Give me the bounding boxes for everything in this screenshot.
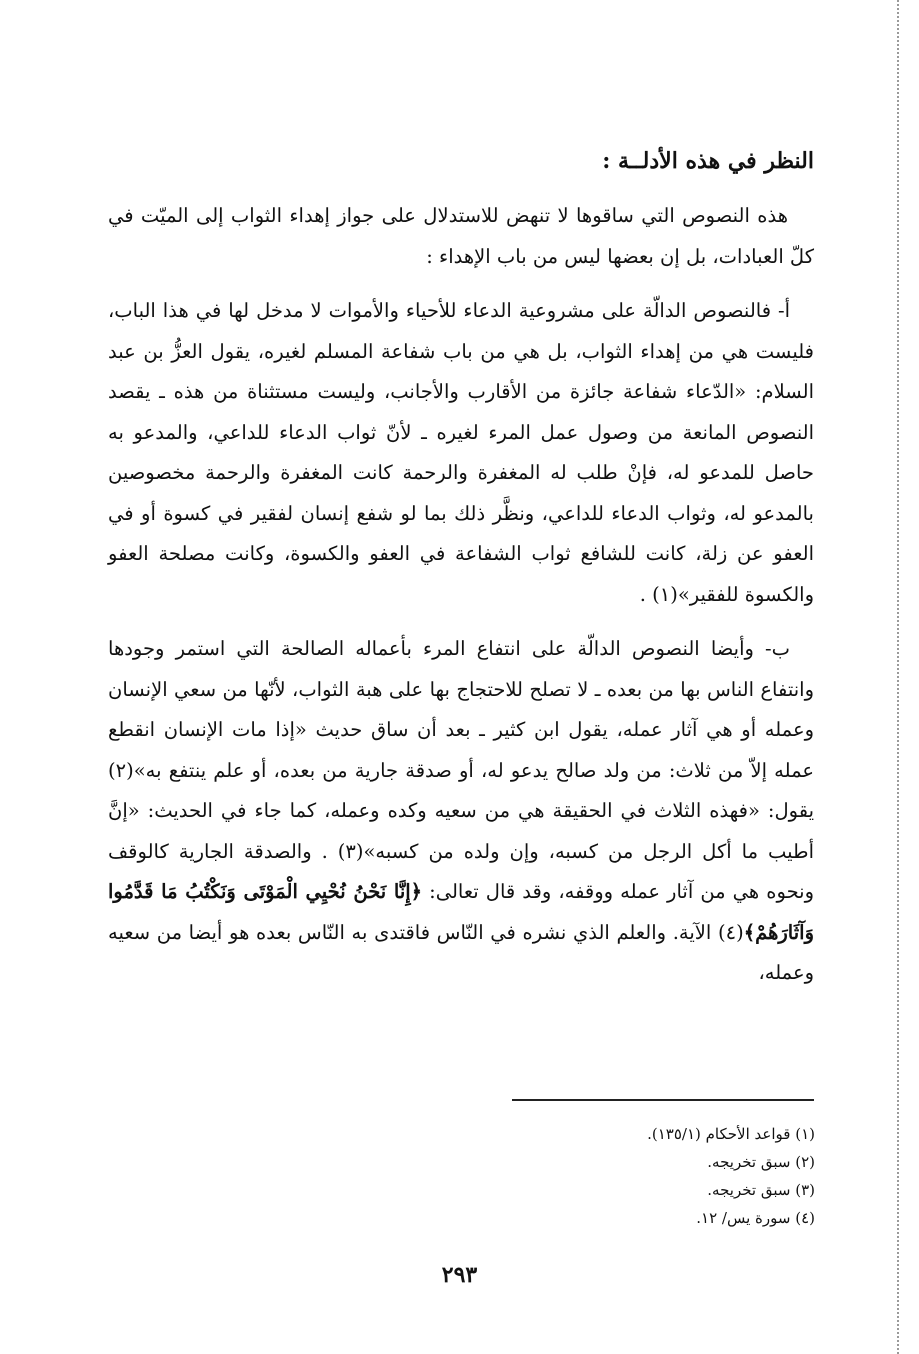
main-text bbox=[108, 138, 814, 1008]
page-number: ٢٩٣ bbox=[441, 1262, 478, 1288]
footnote-divider bbox=[512, 1099, 814, 1101]
footnotes bbox=[415, 1120, 815, 1232]
paragraph-b-text: ب- وأيضا النصوص الدالّة على انتفاع المرء بأعماله الصالحة التي استمر وجودها وانتفاع الناس بها من بعده ـ لا تصلح للاحتجاج بها على هبة الثواب، لأنّها من سعي الإنسان وعمله أو هي آثار عمله، يقول ابن كثير ـ بعد أن ساق حديث «إذا مات الإنسان انقطع عمله إلاّ من ثلاث: من ولد صالح يدعو له، أو صدقة جارية من بعده، أو علم ينتفع به»(٢) يقول: «فهذه الثلاث في الحقيقة هي من سعيه وكده وعمله، كما جاء في الحديث: «إنَّ أطيب ما أكل الرجل من كسبه، وإن ولده من كسبه»(٣) . والصدقة الجارية كالوقف ونحوه هي من آثار عمله ووقفه، وقد قال تعالى: bbox=[108, 637, 814, 903]
footnote-2: (٢) سبق تخريجه. bbox=[707, 1153, 815, 1171]
footnote-1: (١) قواعد الأحكام (١٣٥/١). bbox=[647, 1125, 815, 1143]
paragraph-b-continuation: (٤) الآية. والعلم الذي نشره في النّاس فاقتدى به النّاس بعده هو أيضا من سعيه وعمله، bbox=[108, 920, 814, 984]
quran-verse: ﴿إِنَّا نَحْنُ نُحْيِي الْمَوْتَى وَنَكْتُبُ مَا قَدَّمُوا وَآثَارَهُمْ﴾ bbox=[108, 880, 814, 944]
page-edge-dotted-line bbox=[897, 0, 899, 1354]
paragraph-a: أ- فالنصوص الدالّة على مشروعية الدعاء للأحياء والأموات لا مدخل لها في هذا الباب، فليست هي من إهداء الثواب، بل هي من باب شفاعة المسلم لغيره، يقول العزُّ بن عبد السلام: «الدّعاء شفاعة جائزة من الأقارب والأجانب، وليست مستثناة من هذه ـ يقصد النصوص المانعة من وصول عمل المرء لغيره ـ لأنّ ثواب الدعاء للداعي، والمدعو به حاصل للمدعو له، فإنْ طلب له المغفرة والرحمة كانت المغفرة والرحمة مخصوصين بالمدعو له، وثواب الدعاء للداعي، ونظَّر ذلك بما لو شفع إنسان لفقير في كسوة أو في العفو عن زلة، كانت للشافع ثواب الشفاعة في العفو والكسوة، وكانت مصلحة العفو والكسوة للفقير»(١) . bbox=[108, 299, 814, 606]
footnote-3: (٣) سبق تخريجه. bbox=[707, 1181, 815, 1199]
intro-paragraph: هذه النصوص التي ساقوها لا تنهض للاستدلال على جواز إهداء الثواب إلى الميّت في كلّ العبادات، بل إن بعضها ليس من باب الإهداء : bbox=[108, 204, 814, 268]
footnote-4: (٤) سورة يس/ ١٢. bbox=[696, 1209, 815, 1227]
section-title: النظر في هذه الأدلــة : bbox=[602, 148, 814, 174]
paragraph-b bbox=[108, 629, 814, 994]
